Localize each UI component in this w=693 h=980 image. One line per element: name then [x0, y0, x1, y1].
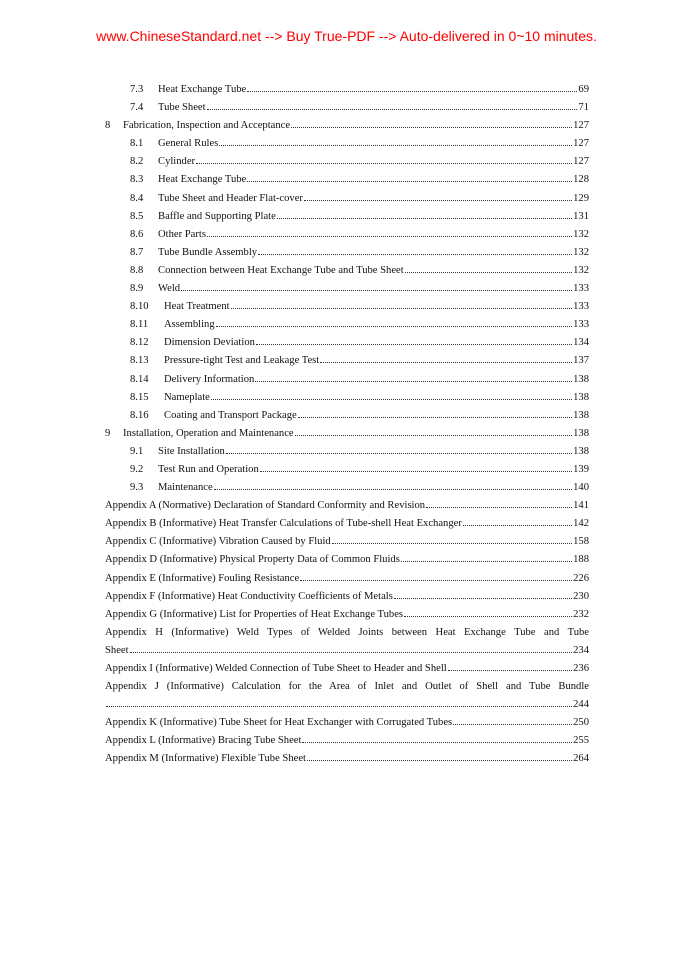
- toc-leader-dots: [298, 417, 572, 418]
- toc-leader-dots: [106, 706, 572, 707]
- toc-page-number: 140: [573, 482, 589, 494]
- toc-page-number: 133: [573, 301, 589, 313]
- toc-page-number: 138: [573, 373, 589, 385]
- toc-entry-title: Tube Bundle Assembly: [158, 246, 258, 258]
- toc-entry-number: 8.1: [130, 138, 144, 150]
- toc-entry[interactable]: [105, 120, 589, 138]
- toc-leader-dots: [256, 344, 572, 345]
- toc-leader-dots: [247, 91, 577, 92]
- toc-entry[interactable]: [105, 446, 589, 464]
- toc-page-number: 244: [573, 699, 589, 711]
- toc-entry-number: 9.3: [130, 482, 144, 494]
- toc-entry-number: 9.2: [130, 463, 144, 475]
- toc-entry[interactable]: [105, 84, 589, 102]
- toc-leader-dots: [304, 200, 572, 201]
- toc-page-number: 250: [573, 717, 589, 729]
- toc-entry-number: 8.6: [130, 228, 144, 240]
- toc-entry[interactable]: [105, 193, 589, 211]
- toc-entry-line[interactable]: Appendix J (Informative) Calculation for the Area of Inlet and Outlet of Shell and Tube Bundle: [105, 681, 589, 693]
- toc-entry-number: 8.2: [130, 156, 144, 168]
- toc-entry-title: Heat Treatment: [164, 301, 230, 313]
- toc-entry[interactable]: [105, 482, 589, 500]
- toc-page-number: 138: [573, 391, 589, 403]
- toc-entry-title: Appendix M (Informative) Flexible Tube Sheet: [105, 753, 306, 765]
- toc-leader-dots: [401, 561, 572, 562]
- toc-entry[interactable]: [105, 753, 589, 771]
- toc-page-number: 131: [573, 210, 589, 222]
- toc-entry-title: Appendix A (Normative) Declaration of Standard Conformity and Revision: [105, 500, 426, 512]
- toc-leader-dots: [277, 218, 572, 219]
- toc-entry-title: General Rules: [158, 138, 219, 150]
- toc-entry-title: Nameplate: [164, 391, 210, 403]
- toc-entry[interactable]: [105, 319, 589, 337]
- toc-entry-title: Delivery Information: [164, 373, 255, 385]
- toc-entry-number: 8: [105, 120, 111, 132]
- toc-leader-dots: [405, 272, 572, 273]
- toc-entry-title: Assembling: [164, 319, 215, 331]
- toc-page-number: 71: [578, 102, 589, 114]
- toc-page-number: 255: [573, 735, 589, 747]
- toc-entry[interactable]: [105, 156, 589, 174]
- toc-entry-number: 8.10: [130, 301, 149, 313]
- toc-entry-title: Appendix F (Informative) Heat Conductivity Coefficients of Metals: [105, 590, 393, 602]
- toc-entry-title: Appendix K (Informative) Tube Sheet for Heat Exchanger with Corrugated Tubes: [105, 717, 453, 729]
- toc-entry-number: 8.3: [130, 174, 144, 186]
- toc-page-number: 141: [573, 500, 589, 512]
- toc-entry-title: Appendix B (Informative) Heat Transfer Calculations of Tube-shell Heat Exchanger: [105, 518, 462, 530]
- toc-entry-title: Appendix I (Informative) Welded Connection of Tube Sheet to Header and Shell: [105, 663, 447, 674]
- toc-entry-number: 8.12: [130, 337, 149, 349]
- toc-entry-number: 8.9: [130, 283, 144, 295]
- toc-page-number: 138: [573, 427, 589, 439]
- toc-entry[interactable]: [105, 374, 589, 392]
- toc-leader-dots: [181, 290, 572, 291]
- toc-entry[interactable]: [105, 283, 589, 301]
- toc-entry[interactable]: [105, 138, 589, 156]
- toc-entry[interactable]: [105, 174, 589, 192]
- toc-page-number: 234: [573, 644, 589, 656]
- toc-leader-dots: [219, 145, 572, 146]
- toc-entry-line[interactable]: Appendix H (Informative) Weld Types of Welded Joints between Heat Exchange Tube and Tube: [105, 626, 589, 638]
- toc-entry[interactable]: [105, 645, 589, 663]
- toc-entry-number: 8.15: [130, 391, 149, 403]
- toc-entry[interactable]: [105, 355, 589, 373]
- toc-entry[interactable]: [105, 609, 589, 627]
- toc-entry-title: Tube Sheet and Header Flat-cover: [158, 192, 303, 204]
- toc-leader-dots: [332, 543, 572, 544]
- toc-entry-title: Appendix C (Informative) Vibration Caused by Fluid: [105, 536, 331, 548]
- toc-entry-number: 9: [105, 427, 111, 439]
- toc-entry-number: 8.7: [130, 246, 144, 258]
- toc-page-number: 142: [573, 518, 589, 530]
- toc-entry-title: Dimension Deviation: [164, 337, 255, 349]
- toc-leader-dots: [291, 127, 572, 128]
- toc-leader-dots: [300, 580, 572, 581]
- toc-entry-title: Installation, Operation and Maintenance: [123, 427, 294, 439]
- toc-entry-title: Cylinder: [158, 156, 196, 168]
- toc-page-number: 133: [573, 283, 589, 295]
- toc-entry[interactable]: [105, 500, 589, 518]
- toc-page-number: 127: [573, 138, 589, 150]
- toc-entry-title: Appendix E (Informative) Fouling Resistance: [105, 572, 300, 584]
- toc-entry-number: 8.13: [130, 355, 149, 367]
- toc-leader-dots: [196, 163, 572, 164]
- toc-leader-dots: [207, 236, 572, 237]
- toc-page-number: 139: [573, 463, 589, 475]
- toc-entry-title: Pressure-tight Test and Leakage Test: [164, 355, 320, 367]
- toc-entry[interactable]: [105, 247, 589, 265]
- toc-page-number: 158: [573, 536, 589, 548]
- watermark-banner[interactable]: www.ChineseStandard.net --> Buy True-PDF --> Auto-delivered in 0~10 minutes.: [96, 28, 597, 44]
- toc-leader-dots: [302, 742, 572, 743]
- toc-entry[interactable]: [105, 518, 589, 536]
- toc-entry-title: Coating and Transport Package: [164, 409, 297, 421]
- toc-entry[interactable]: [105, 536, 589, 554]
- toc-entry-number: 7.4: [130, 102, 144, 114]
- toc-entry[interactable]: [105, 392, 589, 410]
- toc-entry-number: 8.8: [130, 264, 144, 276]
- toc-leader-dots: [463, 525, 572, 526]
- toc-entry-title: Connection between Heat Exchange Tube and Tube Sheet: [158, 264, 404, 276]
- toc-leader-dots: [394, 598, 572, 599]
- toc-entry-title: Sheet: [105, 644, 129, 656]
- toc-page-number: 230: [573, 590, 589, 602]
- toc-entry-title: Baffle and Supporting Plate: [158, 210, 276, 222]
- toc-page-number: 133: [573, 319, 589, 331]
- toc-leader-dots: [130, 652, 573, 653]
- toc-entry[interactable]: [105, 301, 589, 319]
- toc-page-number: 226: [573, 572, 589, 584]
- toc-entry-number: 8.5: [130, 210, 144, 222]
- toc-page-number: 138: [573, 409, 589, 421]
- toc-entry[interactable]: [105, 464, 589, 482]
- toc-entry-title: Tube Sheet: [158, 102, 206, 114]
- toc-leader-dots: [226, 453, 572, 454]
- toc-entry[interactable]: [105, 410, 589, 428]
- toc-page-number: 236: [573, 663, 589, 674]
- toc-leader-dots: [211, 399, 572, 400]
- toc-entry-title: Maintenance: [158, 482, 213, 494]
- toc-leader-dots: [320, 362, 572, 363]
- toc-entry-number: 8.4: [130, 192, 144, 204]
- toc-page-number: 132: [573, 264, 589, 276]
- toc-entry[interactable]: [105, 717, 589, 735]
- toc-entry[interactable]: [105, 102, 589, 120]
- toc-page-number: 69: [578, 84, 589, 95]
- toc-leader-dots: [307, 760, 572, 761]
- toc-entry-title: Appendix G (Informative) List for Properties of Heat Exchange Tubes: [105, 608, 404, 620]
- toc-entry-title: Heat Exchange Tube: [158, 84, 247, 95]
- toc-entry-number: 8.16: [130, 409, 149, 421]
- toc-entry-number: 7.3: [130, 84, 144, 95]
- toc-entry[interactable]: [105, 211, 589, 229]
- toc-page-number: 129: [573, 192, 589, 204]
- toc-leader-dots: [426, 507, 572, 508]
- toc-leader-dots: [207, 109, 578, 110]
- toc-leader-dots: [453, 724, 572, 725]
- toc-leader-dots: [448, 670, 572, 671]
- toc-entry[interactable]: [105, 699, 589, 717]
- toc-entry[interactable]: [105, 663, 589, 681]
- toc-entry-number: 8.14: [130, 373, 149, 385]
- toc-entry[interactable]: [105, 265, 589, 283]
- toc-page-number: 134: [573, 337, 589, 349]
- toc-entry[interactable]: [105, 229, 589, 247]
- toc-page-number: 232: [573, 608, 589, 620]
- toc-entry-title: Other Parts: [158, 228, 206, 240]
- toc-leader-dots: [260, 471, 572, 472]
- toc-entry-title: Appendix D (Informative) Physical Property Data of Common Fluids: [105, 554, 400, 566]
- toc-leader-dots: [216, 326, 572, 327]
- toc-page-number: 138: [573, 445, 589, 457]
- toc-entry-title: Weld: [158, 283, 181, 295]
- toc-entry[interactable]: [105, 337, 589, 355]
- toc-page-number: 127: [573, 156, 589, 168]
- toc-entry[interactable]: [105, 428, 589, 446]
- toc-leader-dots: [247, 181, 572, 182]
- toc-page-number: 132: [573, 228, 589, 240]
- toc-entry-number: 9.1: [130, 445, 144, 457]
- toc-entry[interactable]: [105, 735, 589, 753]
- toc-entry-number: 8.11: [130, 319, 149, 331]
- toc-page-number: 128: [573, 174, 589, 186]
- toc-entry[interactable]: [105, 573, 589, 591]
- toc-page-number: 132: [573, 246, 589, 258]
- toc-entry-title: Heat Exchange Tube: [158, 174, 247, 186]
- toc-entry-title: Test Run and Operation: [158, 463, 259, 475]
- toc-entry[interactable]: [105, 591, 589, 609]
- toc-page-number: 264: [573, 753, 589, 765]
- toc-entry-title: Fabrication, Inspection and Acceptance: [123, 120, 291, 132]
- toc-page-number: 127: [573, 120, 589, 132]
- toc-leader-dots: [214, 489, 572, 490]
- toc-leader-dots: [404, 616, 572, 617]
- toc-page-number: 188: [573, 554, 589, 566]
- toc-page-number: 137: [573, 355, 589, 367]
- toc-entry-title: Site Installation: [158, 445, 225, 457]
- toc-leader-dots: [255, 381, 572, 382]
- table-of-contents: [105, 84, 589, 772]
- toc-leader-dots: [231, 308, 572, 309]
- toc-entry[interactable]: [105, 554, 589, 572]
- toc-entry-title: Appendix L (Informative) Bracing Tube Sheet: [105, 735, 302, 747]
- toc-leader-dots: [295, 435, 572, 436]
- toc-leader-dots: [258, 254, 572, 255]
